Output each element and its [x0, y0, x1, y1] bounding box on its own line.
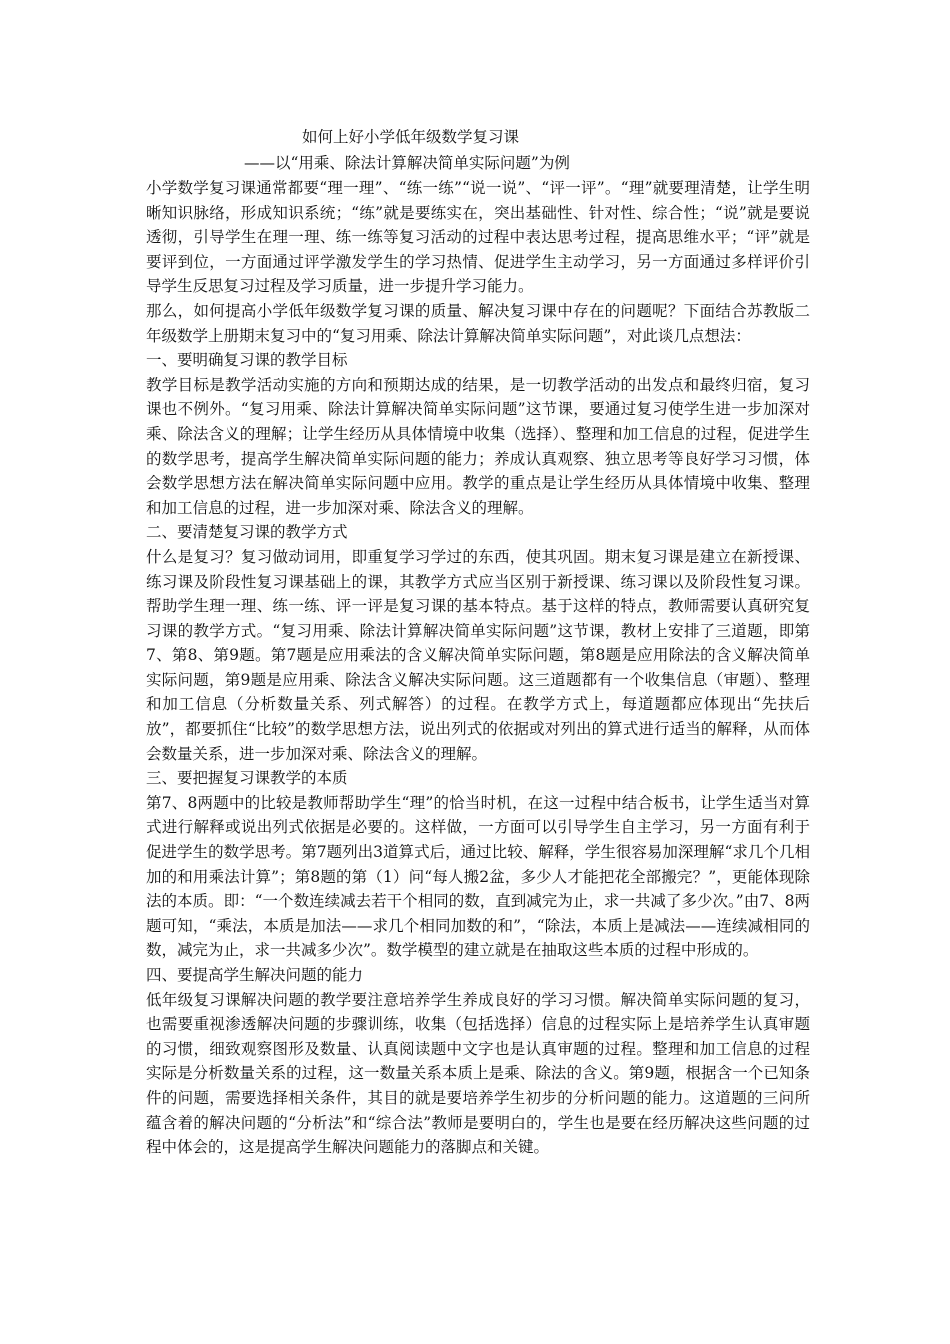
- section-body: 低年级复习课解决问题的教学要注意培养学生养成良好的学习习惯。解决简单实际问题的复习，也需要重视渗透解决问题的步骤训练，收集（包括选择）信息的过程实际上是培养学生认真审题的习惯，细致观察图形及数量、认真阅读题中文字也是认真审题的过程。整理和加工信息的过程实际是分析数量关系的过程，这一数量关系本质上是乘、除法的含义。第9题，根据含一个已知条件的问题，需要选择相关条件，其目的就是要培养学生初步的分析问题的能力。这道题的三问所蕴含着的解决问题的“分析法”和“综合法”教师是要明白的，学生也是要在经历解决这些问题的过程中体会的，这是提高学生解决问题能力的落脚点和关键。: [146, 990, 810, 1157]
- section-heading: 三、要把握复习课教学的本质: [146, 769, 348, 788]
- intro-paragraph: 小学数学复习课通常都要“理一理”、“练一练”“说一说”、“评一评”。“理”就要理清楚，让学生明晰知识脉络，形成知识系统；“练”就是要练实在，突出基础性、针对性、综合性；“说”就是要说透彻，引导学生在理一理、练一练等复习活动的过程中表达思考过程，提高思维水平；“评”就是要评到位，一方面通过评学激发学生的学习热情、促进学生主动学习，另一方面通过多样评价引导学生反思复习过程及学习质量，进一步提升学习能力。: [146, 179, 810, 296]
- section-heading: 四、要提高学生解决问题的能力: [146, 966, 364, 984]
- section-heading: 二、要清楚复习课的教学方式: [146, 523, 348, 542]
- section-heading: 一、要明确复习课的教学目标: [146, 351, 348, 370]
- section-body: 第7、8两题中的比较是教师帮助学生“理”的恰当时机，在这一过程中结合板书，让学生适当对算式进行解释或说出列式依据是必要的。这样做，一方面可以引导学生自主学习，另一方面有利于促进学生的数学思考。第7题列出3道算式后，通过比较、解释，学生很容易加深理解“求几个几相加的和用乘法计算”；第8题的第（1）问“每人搬2盆，多少人才能把花全部搬完？”，更能体现除法的本质。即：“一个数连续减去若干个相同的数，直到减完为止，求一共减了多少次。”由7、8两题可知，“乘法，本质是加法——求几个相同加数的和”，“除法，本质上是减法——连续减相同的数，减完为止，求一共减多少次”。数学模型的建立就是在抽取这些本质的过程中形成的。: [146, 793, 810, 960]
- document-subtitle: ——以“用乘、除法计算解决简单实际问题”为例: [244, 154, 570, 172]
- intro-paragraph: 那么，如何提高小学低年级数学复习课的质量、解决复习课中存在的问题呢？下面结合苏教版二年级数学上册期末复习中的“复习用乘、除法计算解决简单实际问题”，对此谈几点想法：: [146, 301, 810, 345]
- section-body: 教学目标是教学活动实施的方向和预期达成的结果，是一切教学活动的出发点和最终归宿，复习课也不例外。“复习用乘、除法计算解决简单实际问题”这节课，要通过复习使学生进一步加深对乘、除法含义的理解；让学生经历从具体情境中收集（选择）、整理和加工信息的过程，促进学生的数学思考，提高学生解决简单实际问题的能力；养成认真观察、独立思考等良好学习习惯，体会数学思想方法在解决简单实际问题中应用。教学的重点是让学生经历从具体情境中收集、整理和加工信息的过程，进一步加深对乘、除法含义的理解。: [146, 375, 810, 517]
- section-body: 什么是复习？复习做动词用，即重复学习学过的东西，使其巩固。期末复习课是建立在新授课、练习课及阶段性复习课基础上的课，其教学方式应当区别于新授课、练习课以及阶段性复习课。帮助学生理一理、练一练、评一评是复习课的基本特点。基于这样的特点，教师需要认真研究复习课的教学方式。“复习用乘、除法计算解决简单实际问题”这节课，教材上安排了三道题，即第7、第8、第9题。第7题是应用乘法的含义解决简单实际问题，第8题是应用除法的含义解决简单实际问题，第9题是应用乘、除法含义解决实际问题。这三道题都有一个收集信息（审题）、整理和加工信息（分析数量关系、列式解答）的过程。在教学方式上，每道题都应体现出“先扶后放”，都要抓住“比较”的数学思想方法，说出列式的依据或对列出的算式进行适当的解释，从而体会数量关系，进一步加深对乘、除法含义的理解。: [146, 547, 810, 763]
- document-page: [146, 124, 810, 1160]
- document-title: 如何上好小学低年级数学复习课: [302, 128, 520, 146]
